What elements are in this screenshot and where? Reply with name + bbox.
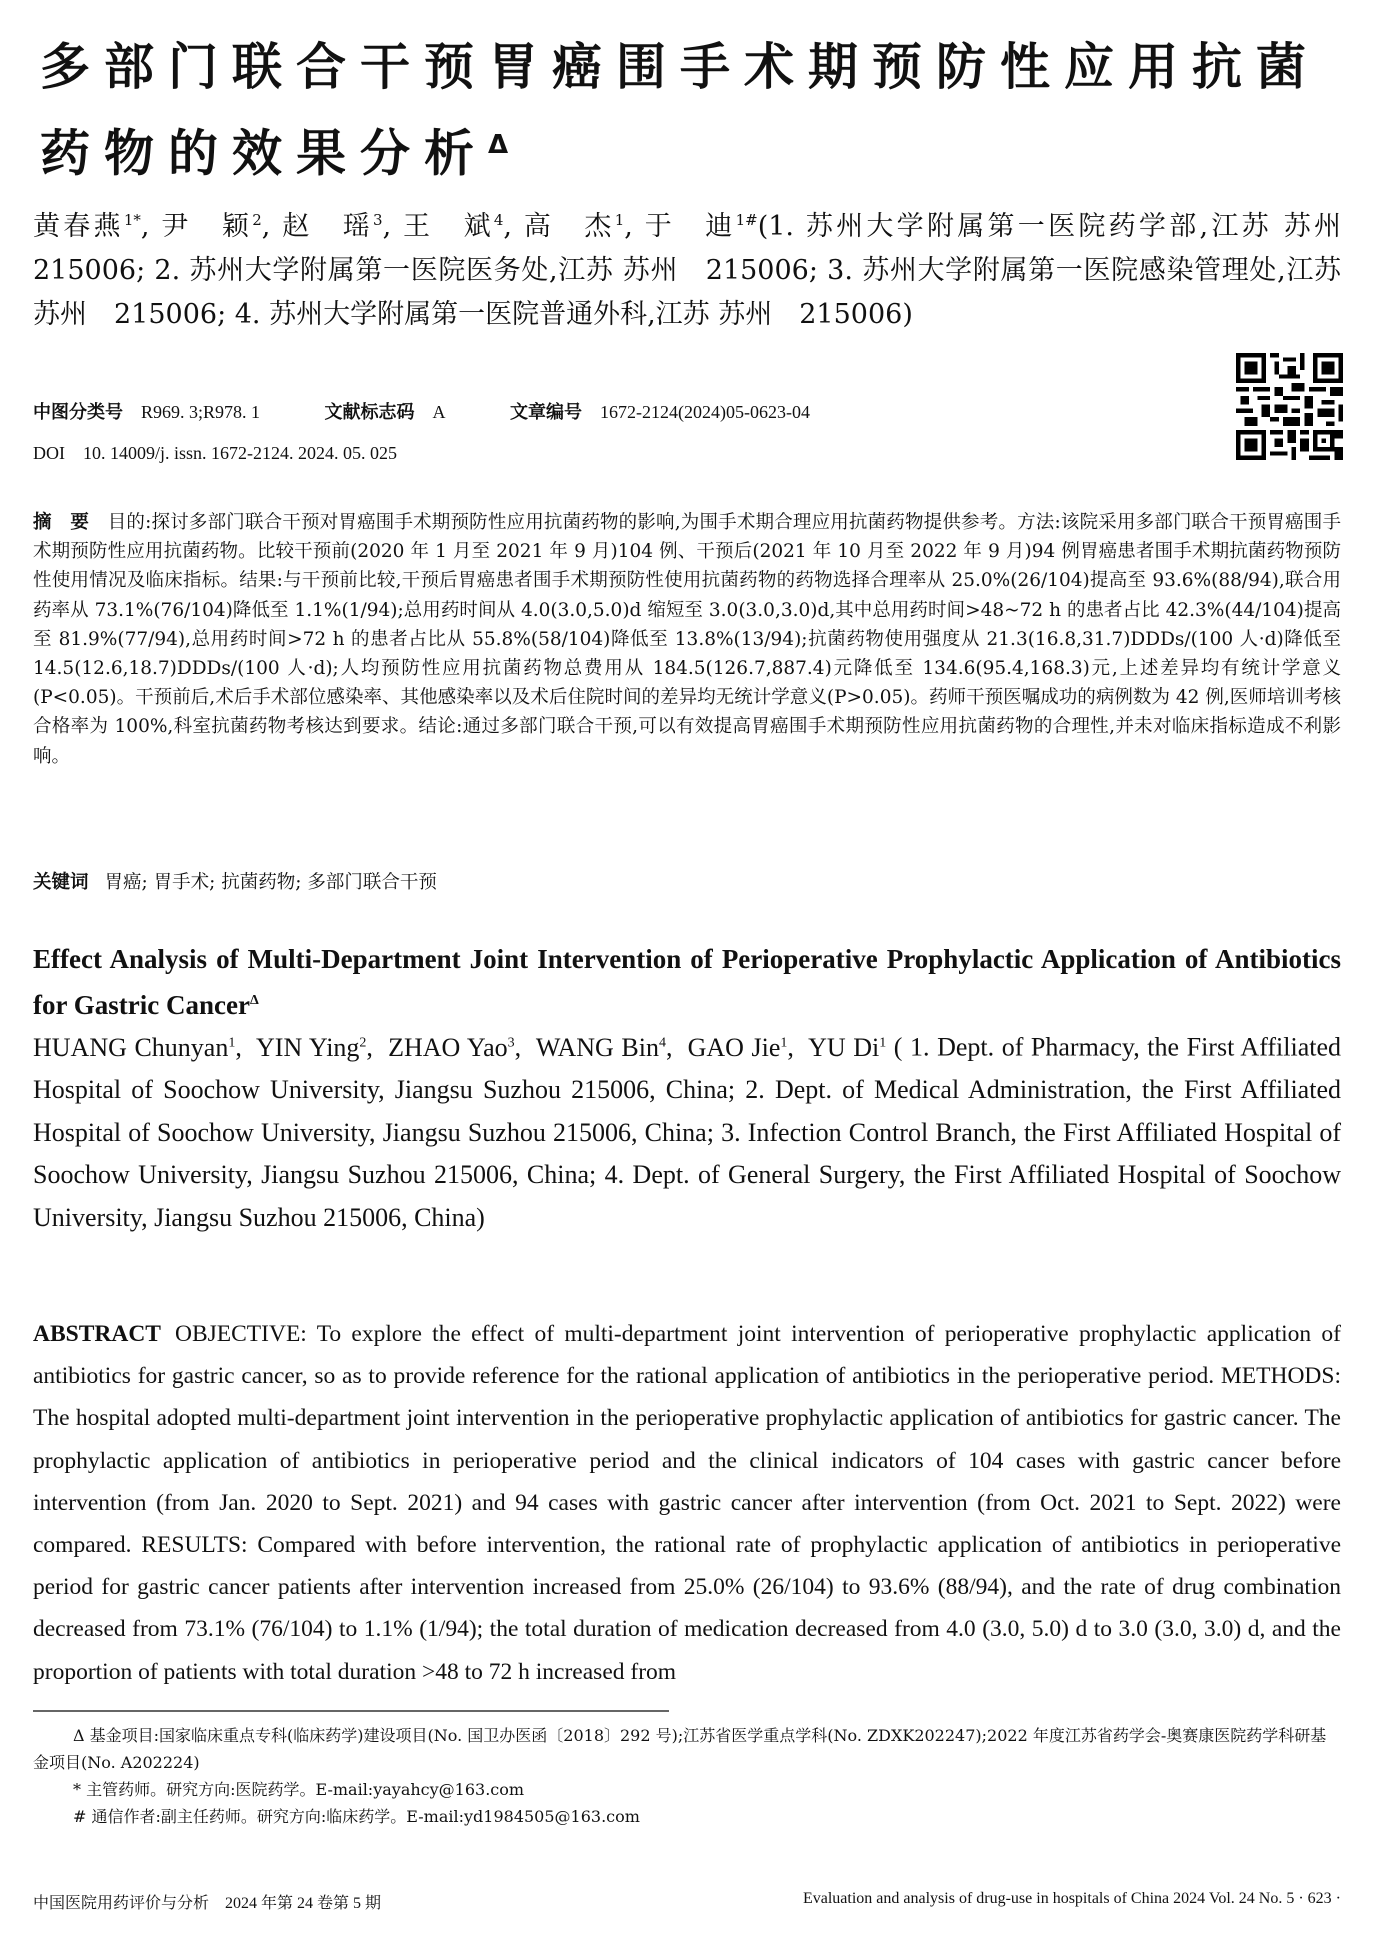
keywords-label: 关键词 xyxy=(33,872,89,893)
page-footer xyxy=(33,1890,1341,1913)
en-title-text: Effect Analysis of Multi-Department Joint Intervention of Perioperative Prophylactic Application of Antibiotics for Gastric Cancer xyxy=(33,944,1341,1020)
qr-code-icon xyxy=(1236,353,1343,460)
en-author: ZHAO Yao$^3$ xyxy=(388,1032,515,1062)
author: 高 杰$^1$ xyxy=(523,211,625,242)
cn-abstract-label: 摘 要 xyxy=(33,512,90,533)
footnote-first-author: * 主管药师。研究方向:医院药学。E-mail:yayahcy@163.com xyxy=(73,1780,525,1799)
footer-journal-cn: 中国医院用药评价与分析 2024 年第 24 卷第 5 期 xyxy=(33,1895,382,1912)
footnote-corresponding: # 通信作者:副主任药师。研究方向:临床药学。E-mail:yd1984505@163.com xyxy=(73,1807,640,1826)
affiliations: (1. 苏州大学附属第一医院药学部,江苏 苏州 215006; 2. 苏州大学附属第一医院医务处,江苏 苏州 215006; 3. 苏州大学附属第一医院感染管理处,江苏 苏州 215006; 4. 苏州大学附属第一医院普通外科,江苏 苏州 215006) xyxy=(33,211,1369,330)
english-author-block: HUANG Chunyan$^1$, YIN Ying$^2$, ZHAO Yao$^3$, WANG Bin$^4$, GAO Jie$^1$, YU Di$^1$ ( 1. Dept. of Pharmacy, the First Affiliated Hospital of Soochow University, Jiangsu Suzhou 215006, China; 2. Dept. of Medical Administration, the First Affiliated Hospital of Soochow University, Jiangsu Suzhou 215006, China; 3. Infection Control Branch, the First Affiliated Hospital of Soochow University, Jiangsu Suzhou 215006, China; 4. Dept. of General Surgery, the First Affiliated Hospital of Soochow University, Jiangsu Suzhou 215006, China) xyxy=(33,1032,1342,1232)
footer-journal-en: Evaluation and analysis of drug-use in hospitals of China 2024 Vol. 24 No. 5 · 623 · xyxy=(802,1890,1341,1907)
en-author: YU Di$^1$ xyxy=(808,1032,887,1062)
keywords-text: 胃癌; 胃手术; 抗菌药物; 多部门联合干预 xyxy=(104,872,437,893)
title-fund-mark: Δ xyxy=(488,130,509,160)
en-abstract-text: OBJECTIVE: To explore the effect of multi-department joint intervention of perioperative prophylactic application of antibiotics for gastric cancer, so as to provide reference for the rational application of antibiotics in the perioperative period. METHODS: The hospital adopted multi-department joint intervention in the perioperative prophylactic application of antibiotics for gastric cancer. The prophylactic application of antibiotics in perioperative period and the clinical indicators of 104 cases with gastric cancer before intervention (from Jan. 2020 to Sept. 2021) and 94 cases with gastric cancer after intervention (from Oct. 2021 to Sept. 2022) were compared. RESULTS: Compared with before intervention, the rational rate of prophylactic application of antibiotics in perioperative period for gastric cancer patients after intervention increased from 25.0% (26/104) to 93.6% (88/94), and the rate of drug combination decreased from 73.1% (76/104) to 1.1% (1/94); the total duration of medication decreased from 4.0 (3.0, 5.0) d to 3.0 (3.0, 3.0) d, and the proportion of patients with total duration >48 to 72 h increased from xyxy=(33,1321,1341,1685)
article-meta xyxy=(33,392,810,473)
en-author: GAO Jie$^1$ xyxy=(687,1032,788,1062)
en-title-fund-mark: Δ xyxy=(249,993,259,1008)
article-no-value: 1672-2124(2024)05-0623-04 xyxy=(600,402,810,422)
article-no-label: 文章编号 xyxy=(510,402,583,423)
en-affiliations: ( 1. Dept. of Pharmacy, the First Affiliated Hospital of Soochow University, Jiangsu Suzhou 215006, China; 2. Dept. of Medical Administration, the First Affiliated Hospital of Soochow University, Jiangsu Suzhou 215006, China; 3. Infection Control Branch, the First Affiliated Hospital of Soochow University, Jiangsu Suzhou 215006, China; 4. Dept. of General Surgery, the First Affiliated Hospital of Soochow University, Jiangsu Suzhou 215006, China) xyxy=(33,1032,1342,1232)
cn-abstract-text: 目的:探讨多部门联合干预对胃癌围手术期预防性应用抗菌药物的影响,为围手术期合理应用抗菌药物提供参考。方法:该院采用多部门联合干预胃癌围手术期预防性应用抗菌药物。比较干预前(2020 年 1 月至 2021 年 9 月)104 例、干预后(2021 年 10 月至 2022 年 9 月)94 例胃癌患者围手术期抗菌药物预防性使用情况及临床指标。结果:与干预前比较,干预后胃癌患者围手术期预防性使用抗菌药物的药物选择合理率从 25.0%(26/104)提高至 93.6%(88/94),联合用药率从 73.1%(76/104)降低至 1.1%(1/94);总用药时间从 4.0(3.0,5.0)d 缩短至 3.0(3.0,3.0)d,其中总用药时间>48~72 h 的患者占比 42.3%(44/104)提高至 81.9%(77/94),总用药时间>72 h 的患者占比从 55.8%(58/104)降低至 13.8%(13/94);抗菌药物使用强度从 21.3(16.8,31.7)DDDs/(100 人·d)降低至 14.5(12.6,18.7)DDDs/(100 人·d);人均预防性应用抗菌药物总费用从 184.5(126.7,887.4)元降低至 134.6(95.4,168.3)元,上述差异均有统计学意义(P<0.05)。干预前后,术后手术部位感染率、其他感染率以及术后住院时间的差异均无统计学意义(P>0.05)。药师干预医嘱成功的病例数为 42 例,医师培训考核合格率为 100%,科室抗菌药物考核达到要求。结论:通过多部门联合干预,可以有效提高胃癌围手术期预防性应用抗菌药物的合理性,并未对临床指标造成不利影响。 xyxy=(33,512,1341,767)
en-author: YIN Ying$^2$ xyxy=(256,1032,367,1062)
title-text: 多部门联合干预胃癌围手术期预防性应用抗菌药物的效果分析 xyxy=(40,38,1320,183)
author: 于 迪$^{1\#}$ xyxy=(644,211,758,242)
author: 黄春燕$^{1*}$ xyxy=(33,211,141,242)
article-title xyxy=(40,28,1340,193)
footnotes xyxy=(33,1722,1341,1830)
footnote-fund: Δ 基金项目:国家临床重点专科(临床药学)建设项目(No. 国卫办医函〔2018〕292 号);江苏省医学重点学科(No. ZDXK202247);2022 年度江苏省药学会-奥赛康医院药学科研基金项目(No. A202224) xyxy=(33,1726,1327,1772)
en-author: WANG Bin$^4$ xyxy=(535,1032,666,1062)
clc-label: 中图分类号 xyxy=(33,402,123,423)
chinese-abstract xyxy=(33,508,1341,771)
doc-code-label: 文献标志码 xyxy=(324,402,415,423)
keywords xyxy=(33,868,437,894)
doc-code-value: A xyxy=(432,402,446,422)
author-block: 黄春燕$^{1*}$, 尹 颖$^2$, 赵 瑶$^3$, 王 斌$^4$, 高 杰$^1$, 于 迪$^{1\#}$(1. 苏州大学附属第一医院药学部,江苏 苏州 215006; 2. 苏州大学附属第一医院医务处,江苏 苏州 215006; 3. 苏州大学附属第一医院感染管理处,江苏 苏州 215006; 4. 苏州大学附属第一医院普通外科,江苏 苏州 215006) xyxy=(33,211,1369,330)
author: 王 斌$^4$ xyxy=(403,211,504,242)
clc-value: R969. 3;R978. 1 xyxy=(141,402,261,422)
english-title xyxy=(33,938,1341,1026)
author: 尹 颖$^2$ xyxy=(161,211,262,242)
footnote-divider xyxy=(33,1710,669,1712)
doi-value[interactable]: 10. 14009/j. issn. 1672-2124. 2024. 05. 025 xyxy=(83,443,398,463)
author: 赵 瑶$^3$ xyxy=(282,211,383,242)
en-abstract-label: ABSTRACT xyxy=(33,1321,161,1347)
en-author: HUANG Chunyan$^1$ xyxy=(33,1032,236,1062)
doi-label: DOI xyxy=(33,443,65,463)
english-abstract xyxy=(33,1313,1341,1693)
